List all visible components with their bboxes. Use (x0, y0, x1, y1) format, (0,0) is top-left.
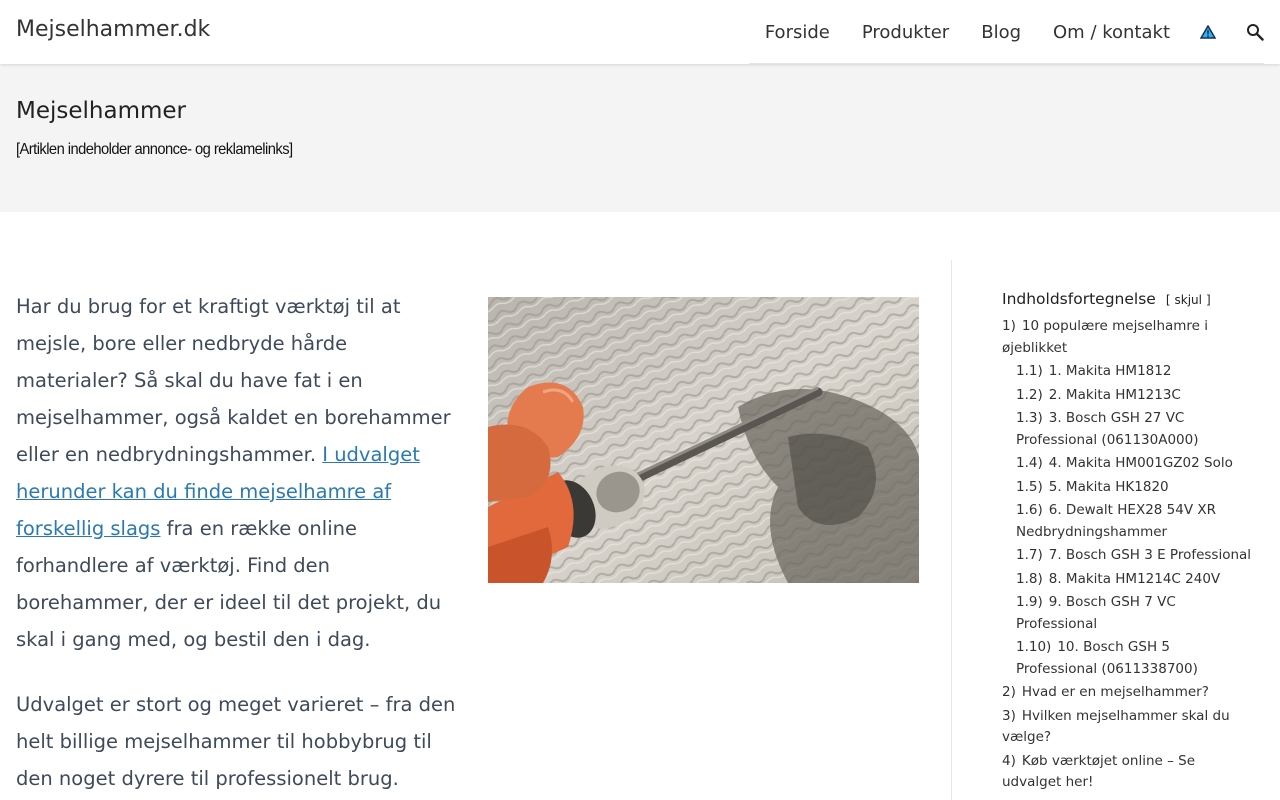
toc-item[interactable] (1002, 592, 1252, 635)
toc-item-number: 1.9) (1016, 594, 1043, 610)
nav-item-om-kontakt[interactable]: Om / kontakt (1053, 21, 1170, 43)
toc-item-number: 1.6) (1016, 502, 1043, 518)
toc-item-label[interactable]: Hvilken mejselhammer skal du vælge? (1002, 707, 1230, 745)
page-header-band (0, 64, 1280, 212)
toc-item-label[interactable]: 3. Bosch GSH 27 VC Professional (061130A000) (1016, 410, 1199, 448)
toc-item-label[interactable]: 4. Makita HM001GZ02 Solo (1048, 455, 1233, 471)
toc-item-label[interactable]: 10. Bosch GSH 5 Professional (0611338700) (1016, 639, 1198, 677)
toc-item-label[interactable]: 9. Bosch GSH 7 VC Professional (1016, 594, 1176, 632)
article-content (16, 288, 456, 800)
toc-item-label[interactable]: Køb værktøjet online – Se udvalget her! (1002, 752, 1196, 790)
toc-item-label[interactable]: 10 populære mejselhamre i øjeblikket (1002, 318, 1209, 356)
toc-item-label[interactable]: 7. Bosch GSH 3 E Professional (1048, 547, 1252, 563)
search-icon[interactable] (1246, 23, 1264, 41)
toc-hide-link[interactable]: skjul (1174, 293, 1202, 307)
toc-item-label[interactable]: 5. Makita HK1820 (1048, 478, 1169, 495)
intro-paragraph (16, 288, 456, 658)
toc-item-number: 1.8) (1016, 570, 1043, 587)
toc-item-label[interactable]: 8. Makita HM1214C 240V (1048, 570, 1221, 587)
toc-item-number: 4) (1002, 752, 1016, 769)
nav-item-forside[interactable]: Forside (764, 21, 830, 43)
toc-item[interactable] (1002, 545, 1252, 567)
toc-item[interactable] (1002, 316, 1252, 359)
intro-text-end: fra en række online forhandlere af værktøj. Find den borehammer, der er ideel til det projekt, du skal i gang med, og bestil den i dag. (16, 517, 442, 651)
triangle-warning-icon[interactable] (1200, 25, 1216, 39)
sidebar-divider (951, 260, 952, 800)
toc-item-label[interactable]: 6. Dewalt HEX28 54V XR Nedbrydningshammer (1016, 502, 1217, 540)
toc-item[interactable] (1002, 751, 1252, 794)
toc-item[interactable] (1002, 569, 1252, 591)
toc-item-label[interactable]: 2. Makita HM1213C (1048, 386, 1181, 403)
toc-item[interactable] (1002, 408, 1252, 451)
toc-toggle-bracket-close: ] (1205, 293, 1211, 307)
intro-text-start: Har du brug for et kraftigt værktøj til at mejsle, bore eller nedbryde hårde materialer? Så skal du have fat i en mejselhammer, også kaldet en borehammer eller en nedbrydningshammer. (16, 295, 451, 466)
toc-item-number: 1.1) (1016, 363, 1043, 379)
toc-item-number: 2) (1002, 684, 1016, 700)
toc-item[interactable] (1002, 385, 1252, 407)
toc-item-number: 1.3) (1016, 410, 1043, 426)
toc-item-number: 1.7) (1016, 547, 1043, 563)
toc-item-number: 1.5) (1016, 478, 1043, 495)
toc-item[interactable] (1002, 453, 1252, 475)
table-of-contents (1002, 290, 1252, 796)
second-paragraph: Udvalget er stort og meget varieret – fra den helt billige mejselhammer til hobbybrug til den noget dyrere til professionelt brug. (16, 693, 456, 790)
toc-item[interactable] (1002, 682, 1252, 704)
toc-toggle-bracket-open: [ (1165, 293, 1171, 307)
toc-title: Indholdsfortegnelse (1002, 290, 1156, 308)
toc-item-number: 3) (1002, 707, 1016, 724)
site-title-link[interactable]: Mejselhammer.dk (16, 17, 211, 42)
selection-link[interactable]: I udvalget herunder kan du finde mejselhamre af forskellig slags (16, 443, 420, 540)
toc-header (1002, 290, 1252, 308)
ad-disclaimer: [Artiklen indeholder annonce- og reklamelinks] (16, 141, 293, 158)
toc-item[interactable] (1002, 706, 1252, 749)
toc-item[interactable] (1002, 637, 1252, 680)
toc-item-label[interactable]: 1. Makita HM1812 (1048, 363, 1172, 379)
page-title: Mejselhammer (16, 98, 186, 124)
toc-item[interactable] (1002, 500, 1252, 543)
toc-toggle[interactable] (1166, 293, 1211, 307)
toc-item-number: 1.4) (1016, 455, 1043, 471)
toc-list (1002, 316, 1252, 794)
site-header (0, 0, 1280, 64)
nav-item-blog[interactable]: Blog (981, 21, 1022, 43)
toc-item[interactable] (1002, 477, 1252, 499)
toc-item[interactable] (1002, 361, 1252, 383)
chisel-hammer-photo (488, 297, 919, 583)
toc-item-number: 1.10) (1016, 639, 1052, 655)
toc-item-label[interactable]: Hvad er en mejselhammer? (1021, 684, 1209, 700)
nav-item-produkter[interactable]: Produkter (861, 21, 950, 43)
main-nav (749, 0, 1264, 64)
toc-item-number: 1.2) (1016, 386, 1043, 403)
toc-item-number: 1) (1002, 318, 1016, 334)
